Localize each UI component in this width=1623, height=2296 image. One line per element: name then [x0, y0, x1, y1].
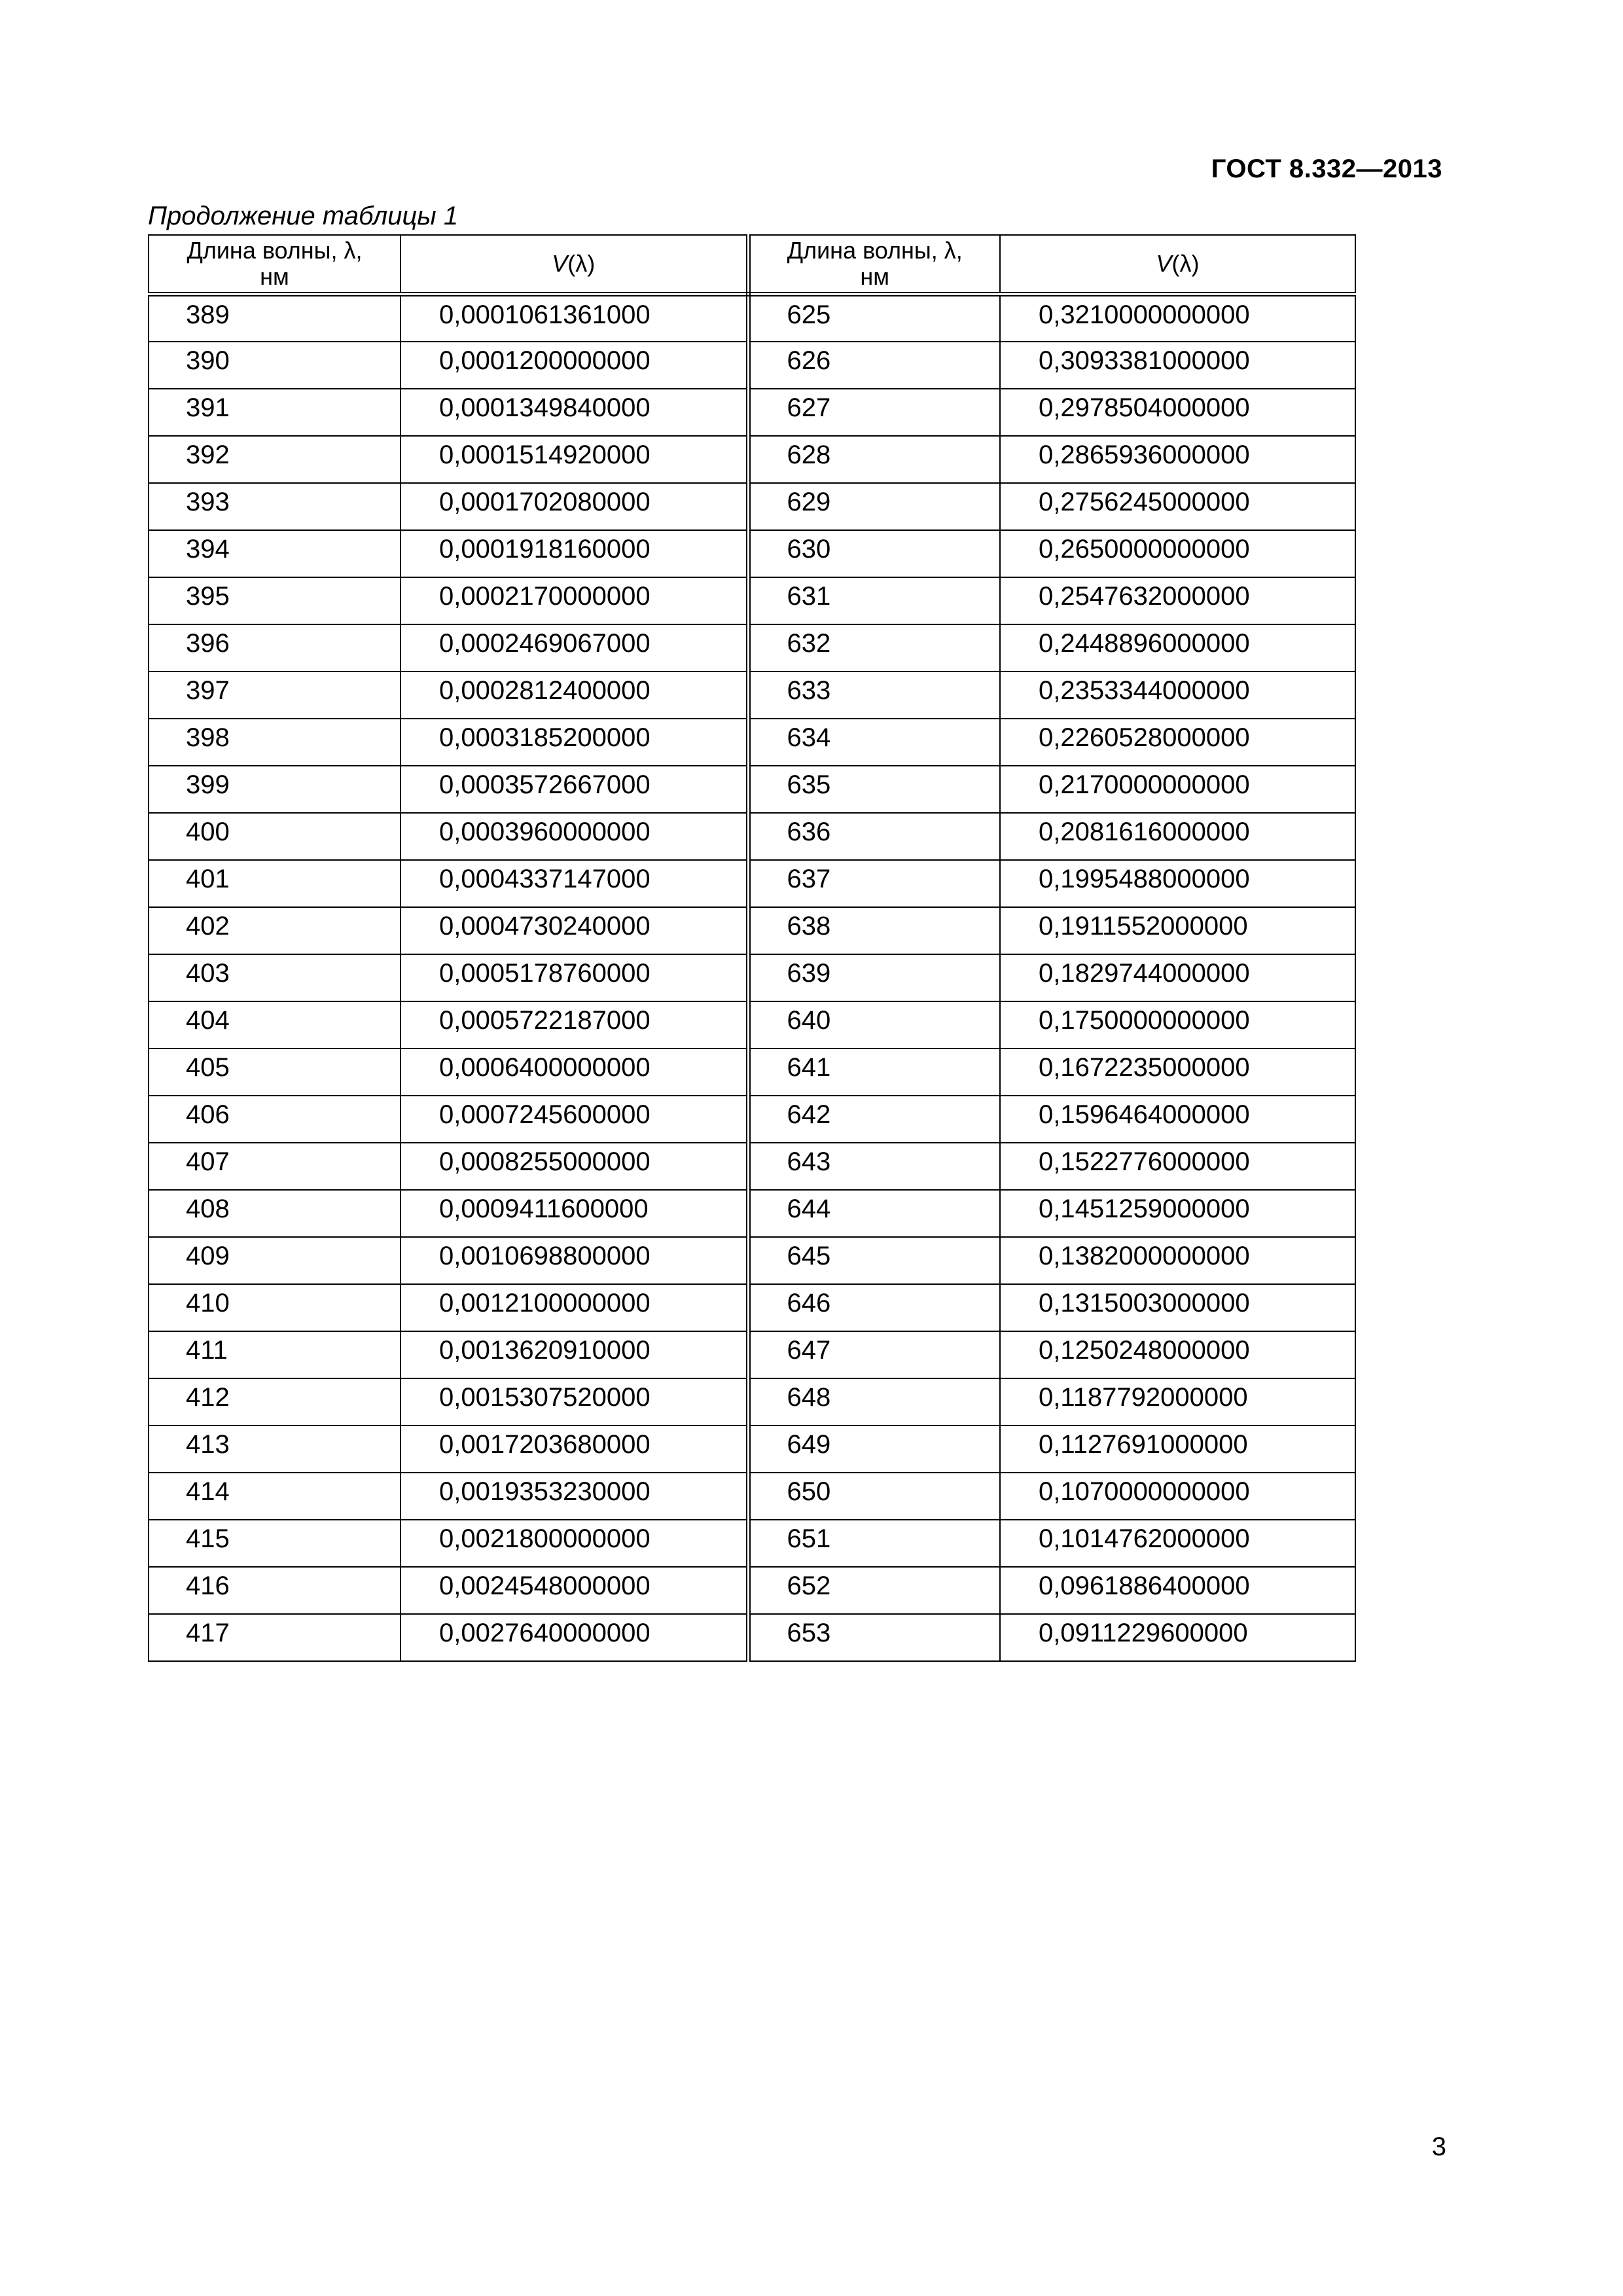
wavelength-cell: 408 — [149, 1190, 401, 1237]
wavelength-cell: 638 — [748, 907, 1000, 954]
wavelength-cell: 398 — [149, 719, 401, 766]
wavelength-cell: 394 — [149, 530, 401, 577]
v-lambda-cell: 0,1596464000000 — [1000, 1096, 1355, 1143]
v-lambda-cell: 0,0021800000000 — [401, 1520, 748, 1567]
v-lambda-cell: 0,2756245000000 — [1000, 483, 1355, 530]
v-lambda-cell: 0,0024548000000 — [401, 1567, 748, 1614]
header-v-letter: V — [552, 250, 568, 278]
wavelength-cell: 648 — [748, 1378, 1000, 1426]
v-lambda-cell: 0,2865936000000 — [1000, 436, 1355, 483]
v-lambda-cell: 0,0004337147000 — [401, 860, 748, 907]
v-lambda-cell: 0,2448896000000 — [1000, 624, 1355, 672]
wavelength-cell: 417 — [149, 1614, 401, 1661]
table-row — [149, 907, 1355, 954]
wavelength-cell: 402 — [149, 907, 401, 954]
v-lambda-cell: 0,0002812400000 — [401, 672, 748, 719]
table-caption: Продолжение таблицы 1 — [148, 202, 459, 230]
v-lambda-cell: 0,0001061361000 — [401, 295, 748, 342]
v-lambda-cell: 0,0001514920000 — [401, 436, 748, 483]
v-lambda-cell: 0,2170000000000 — [1000, 766, 1355, 813]
table-row — [149, 1473, 1355, 1520]
wavelength-cell: 409 — [149, 1237, 401, 1284]
v-lambda-cell: 0,0005722187000 — [401, 1001, 748, 1049]
v-lambda-cell: 0,1127691000000 — [1000, 1426, 1355, 1473]
header-v-letter: V — [1156, 250, 1172, 278]
table-row — [149, 295, 1355, 342]
table-header-row — [149, 235, 1355, 295]
wavelength-cell: 651 — [748, 1520, 1000, 1567]
header-wavelength-unit: нм — [260, 263, 289, 290]
v-lambda-cell: 0,1672235000000 — [1000, 1049, 1355, 1096]
table-row — [149, 436, 1355, 483]
table-row — [149, 1567, 1355, 1614]
header-wavelength-label: Длина волны, λ, — [787, 237, 963, 264]
wavelength-cell: 415 — [149, 1520, 401, 1567]
table-row — [149, 530, 1355, 577]
wavelength-cell: 396 — [149, 624, 401, 672]
table-row — [149, 1143, 1355, 1190]
v-lambda-cell: 0,0006400000000 — [401, 1049, 748, 1096]
wavelength-cell: 404 — [149, 1001, 401, 1049]
table-row — [149, 860, 1355, 907]
wavelength-cell: 629 — [748, 483, 1000, 530]
wavelength-cell: 395 — [149, 577, 401, 624]
wavelength-cell: 399 — [149, 766, 401, 813]
v-lambda-cell: 0,2081616000000 — [1000, 813, 1355, 860]
v-lambda-cell: 0,3093381000000 — [1000, 342, 1355, 389]
v-lambda-cell: 0,0010698800000 — [401, 1237, 748, 1284]
wavelength-cell: 652 — [748, 1567, 1000, 1614]
document-designation: ГОСТ 8.332—2013 — [1211, 154, 1442, 183]
wavelength-cell: 637 — [748, 860, 1000, 907]
table-row — [149, 1284, 1355, 1331]
luminous-efficiency-table — [148, 234, 1356, 1662]
wavelength-cell: 411 — [149, 1331, 401, 1378]
wavelength-cell: 645 — [748, 1237, 1000, 1284]
wavelength-cell: 631 — [748, 577, 1000, 624]
header-v-lambda: (λ) — [1171, 250, 1200, 278]
v-lambda-cell: 0,2547632000000 — [1000, 577, 1355, 624]
v-lambda-cell: 0,0013620910000 — [401, 1331, 748, 1378]
table-row — [149, 1049, 1355, 1096]
header-v-lambda-right — [1000, 235, 1355, 295]
v-lambda-cell: 0,0001349840000 — [401, 389, 748, 436]
table-row — [149, 1096, 1355, 1143]
v-lambda-cell: 0,0003960000000 — [401, 813, 748, 860]
page-number: 3 — [1431, 2132, 1446, 2161]
wavelength-cell: 633 — [748, 672, 1000, 719]
wavelength-cell: 653 — [748, 1614, 1000, 1661]
v-lambda-cell: 0,0001918160000 — [401, 530, 748, 577]
header-wavelength-right — [748, 235, 1000, 295]
wavelength-cell: 625 — [748, 295, 1000, 342]
wavelength-cell: 630 — [748, 530, 1000, 577]
v-lambda-cell: 0,0009411600000 — [401, 1190, 748, 1237]
v-lambda-cell: 0,1315003000000 — [1000, 1284, 1355, 1331]
table-row — [149, 813, 1355, 860]
table-row — [149, 577, 1355, 624]
table-row — [149, 1237, 1355, 1284]
wavelength-cell: 634 — [748, 719, 1000, 766]
wavelength-cell: 389 — [149, 295, 401, 342]
wavelength-cell: 649 — [748, 1426, 1000, 1473]
wavelength-cell: 644 — [748, 1190, 1000, 1237]
wavelength-cell: 401 — [149, 860, 401, 907]
v-lambda-cell: 0,1829744000000 — [1000, 954, 1355, 1001]
table-row — [149, 624, 1355, 672]
wavelength-cell: 640 — [748, 1001, 1000, 1049]
table-body — [149, 295, 1355, 1661]
wavelength-cell: 650 — [748, 1473, 1000, 1520]
v-lambda-cell: 0,0002170000000 — [401, 577, 748, 624]
v-lambda-cell: 0,2260528000000 — [1000, 719, 1355, 766]
wavelength-cell: 400 — [149, 813, 401, 860]
wavelength-cell: 636 — [748, 813, 1000, 860]
wavelength-cell: 635 — [748, 766, 1000, 813]
header-v-lambda-left — [401, 235, 748, 295]
wavelength-cell: 406 — [149, 1096, 401, 1143]
v-lambda-cell: 0,1995488000000 — [1000, 860, 1355, 907]
v-lambda-cell: 0,0012100000000 — [401, 1284, 748, 1331]
table-row — [149, 672, 1355, 719]
header-v-lambda: (λ) — [567, 250, 596, 278]
wavelength-cell: 392 — [149, 436, 401, 483]
wavelength-cell: 642 — [748, 1096, 1000, 1143]
v-lambda-cell: 0,0007245600000 — [401, 1096, 748, 1143]
wavelength-cell: 393 — [149, 483, 401, 530]
table-row — [149, 389, 1355, 436]
v-lambda-cell: 0,0003185200000 — [401, 719, 748, 766]
table-row — [149, 1520, 1355, 1567]
v-lambda-cell: 0,1250248000000 — [1000, 1331, 1355, 1378]
wavelength-cell: 397 — [149, 672, 401, 719]
v-lambda-cell: 0,0961886400000 — [1000, 1567, 1355, 1614]
wavelength-cell: 414 — [149, 1473, 401, 1520]
table-row — [149, 1331, 1355, 1378]
table-row — [149, 1614, 1355, 1661]
wavelength-cell: 632 — [748, 624, 1000, 672]
v-lambda-cell: 0,2353344000000 — [1000, 672, 1355, 719]
wavelength-cell: 412 — [149, 1378, 401, 1426]
v-lambda-cell: 0,3210000000000 — [1000, 295, 1355, 342]
table-row — [149, 1426, 1355, 1473]
v-lambda-cell: 0,1014762000000 — [1000, 1520, 1355, 1567]
v-lambda-cell: 0,0911229600000 — [1000, 1614, 1355, 1661]
v-lambda-cell: 0,1187792000000 — [1000, 1378, 1355, 1426]
table-row — [149, 766, 1355, 813]
header-wavelength-left — [149, 235, 401, 295]
wavelength-cell: 413 — [149, 1426, 401, 1473]
v-lambda-cell: 0,0001200000000 — [401, 342, 748, 389]
v-lambda-cell: 0,1382000000000 — [1000, 1237, 1355, 1284]
table-row — [149, 1190, 1355, 1237]
wavelength-cell: 647 — [748, 1331, 1000, 1378]
wavelength-cell: 391 — [149, 389, 401, 436]
wavelength-cell: 641 — [748, 1049, 1000, 1096]
v-lambda-cell: 0,0001702080000 — [401, 483, 748, 530]
v-lambda-cell: 0,0003572667000 — [401, 766, 748, 813]
v-lambda-cell: 0,0005178760000 — [401, 954, 748, 1001]
wavelength-cell: 626 — [748, 342, 1000, 389]
wavelength-cell: 403 — [149, 954, 401, 1001]
header-wavelength-unit: нм — [860, 263, 890, 290]
v-lambda-cell: 0,0002469067000 — [401, 624, 748, 672]
wavelength-cell: 410 — [149, 1284, 401, 1331]
v-lambda-cell: 0,1070000000000 — [1000, 1473, 1355, 1520]
v-lambda-cell: 0,1522776000000 — [1000, 1143, 1355, 1190]
table-row — [149, 342, 1355, 389]
v-lambda-cell: 0,1451259000000 — [1000, 1190, 1355, 1237]
table-row — [149, 483, 1355, 530]
v-lambda-cell: 0,2978504000000 — [1000, 389, 1355, 436]
header-wavelength-label: Длина волны, λ, — [187, 237, 363, 264]
wavelength-cell: 639 — [748, 954, 1000, 1001]
wavelength-cell: 646 — [748, 1284, 1000, 1331]
table-row — [149, 1378, 1355, 1426]
v-lambda-cell: 0,0008255000000 — [401, 1143, 748, 1190]
table-row — [149, 954, 1355, 1001]
table-row — [149, 719, 1355, 766]
v-lambda-cell: 0,0017203680000 — [401, 1426, 748, 1473]
v-lambda-cell: 0,0027640000000 — [401, 1614, 748, 1661]
wavelength-cell: 643 — [748, 1143, 1000, 1190]
wavelength-cell: 627 — [748, 389, 1000, 436]
v-lambda-cell: 0,0019353230000 — [401, 1473, 748, 1520]
table-row — [149, 1001, 1355, 1049]
wavelength-cell: 416 — [149, 1567, 401, 1614]
wavelength-cell: 405 — [149, 1049, 401, 1096]
wavelength-cell: 390 — [149, 342, 401, 389]
v-lambda-cell: 0,1911552000000 — [1000, 907, 1355, 954]
v-lambda-cell: 0,1750000000000 — [1000, 1001, 1355, 1049]
v-lambda-cell: 0,0004730240000 — [401, 907, 748, 954]
v-lambda-cell: 0,0015307520000 — [401, 1378, 748, 1426]
v-lambda-cell: 0,2650000000000 — [1000, 530, 1355, 577]
wavelength-cell: 407 — [149, 1143, 401, 1190]
wavelength-cell: 628 — [748, 436, 1000, 483]
